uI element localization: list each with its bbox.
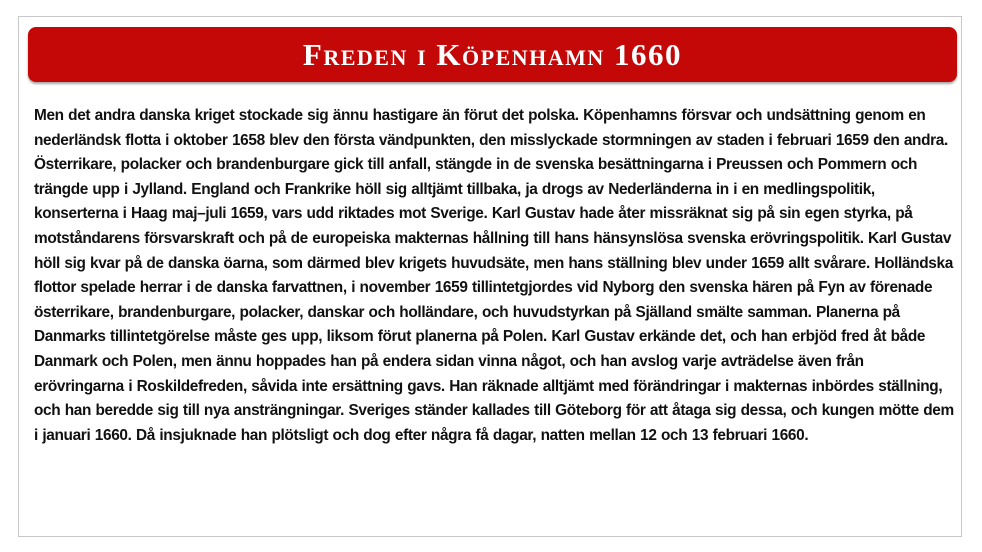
slide-body-text: Men det andra danska kriget stockade sig ännu hastigare än förut det polska. Köpenhamns försvar och undsättning genom en nederländsk flotta i oktober 1658 blev den första vändpunkten, den misslyckade stormningen av staden i februari 1659 den andra. Österrikare, polacker och brandenburgare gick till anfall, stängde in de svenska besättningarna i Preussen och Pommern och trängde upp i Jylland. England och Frankrike höll sig alltjämt tillbaka, ja drogs av Nederländerna in i en medlingspolitik, konserterna i Haag maj–juli 1659, vars udd riktades mot Sverige. Karl Gustav hade åter missräknat sig på sin egen styrka, på motståndarens försvarskraft och på de europeiska makternas hållning till hans hänsynslösa svenska erövringspolitik. Karl Gustav höll sig kvar på de danska öarna, som därmed blev krigets huvudsäte, men hans ställning blev under 1659 allt svårare. Holländska flottor spelade herrar i de danska farvattnen, i november 1659 tillintetgjordes vid Nyborg den svenska hären på Fyn av förenade österrikare, brandenburgare, polacker, danskar och holländare, och huvudstyrkan på Själland smälte samman. Planerna på Danmarks tillintetgörelse måste ges upp, liksom förut planerna på Polen. Karl Gustav erkände det, och han erbjöd fred åt både Danmark och Polen, men ännu hoppades han på endera sidan vinna något, och han avslog varje avträdelse även från erövringarna i Roskildefreden, såvida inte ersättning gavs. Han räknade alltjämt med förändringar i makternas inbördes ställning, och han beredde sig till nya ansträngningar. Sveriges ständer kallades till Göteborg för att åtaga sig dessa, och kungen mötte dem i januari 1660. Då insjuknade han plötsligt och dog efter några få dagar, natten mellan 12 och 13 februari 1660. (34, 107, 954, 444)
title-banner (28, 27, 957, 82)
slide-title: Freden i Köpenhamn 1660 (302, 36, 683, 72)
